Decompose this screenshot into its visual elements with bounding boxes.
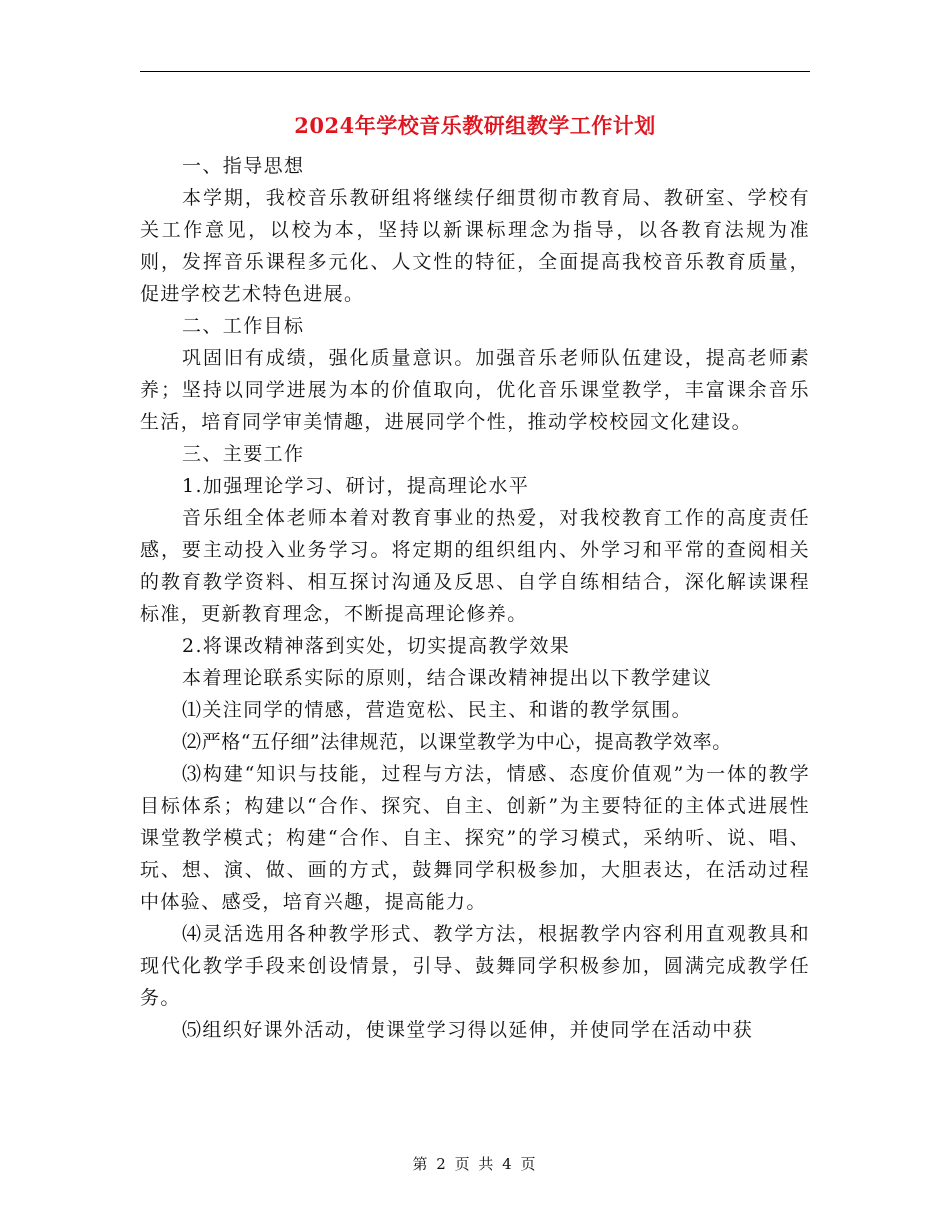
paragraph-1: 本学期，我校音乐教研组将继续仔细贯彻市教育局、教研室、学校有关工作意见，以校为本，坚持以新课标理念为指导，以各教育法规为准则，发挥音乐课程多元化、人文性的特征，全面提高我校音乐教育质量，促进学校艺术特色进展。: [140, 187, 810, 305]
document-title: 2024年学校音乐教研组教学工作计划: [294, 113, 656, 138]
list-item-1: ⑴关注同学的情感，营造宽松、民主、和谐的教学氛围。: [182, 699, 693, 721]
header-rule: [140, 71, 810, 72]
list-item-3: ⑶构建“知识与技能，过程与方法，情感、态度价值观”为一体的教学目标体系；构建以“合作、探究、自主、创新”为主要特征的主体式进展性课堂教学模式；构建“合作、自主、探究”的学习模式，采纳听、说、唱、玩、想、演、做、画的方式，鼓舞同学积极参加，大胆表达，在活动过程中体验、感受，培育兴趣，提高能力。: [140, 763, 810, 913]
paragraph-4: 本着理论联系实际的原则，结合课改精神提出以下教学建议: [182, 667, 713, 689]
page-number: 第 2 页 共 4 页: [412, 1155, 538, 1173]
paragraph-3: 音乐组全体老师本着对教育事业的热爱，对我校教育工作的高度责任感，要主动投入业务学习。将定期的组织组内、外学习和平常的查阅相关的教育教学资料、相互探讨沟通及反思、自学自练相结合，深化解读课程标准，更新教育理念，不断提高理论修养。: [140, 507, 810, 625]
list-item-2: ⑵严格“五仔细”法律规范，以课堂教学为中心，提高教学效率。: [182, 731, 732, 753]
subheading-2: 2.将课改精神落到实处，切实提高教学效果: [182, 635, 571, 657]
paragraph-2: 巩固旧有成绩，强化质量意识。加强音乐老师队伍建设，提高老师素养；坚持以同学进展为本的价值取向，优化音乐课堂教学，丰富课余音乐生活，培育同学审美情趣，进展同学个性，推动学校校园文化建设。: [140, 347, 810, 433]
section-heading-1: 一、指导思想: [182, 155, 305, 177]
document-body: [140, 150, 810, 1046]
subheading-1: 1.加强理论学习、研讨，提高理论水平: [182, 475, 530, 497]
list-item-4: ⑷灵活选用各种教学形式、教学方法，根据教学内容利用直观教具和现代化教学手段来创设情景，引导、鼓舞同学积极参加，圆满完成教学任务。: [140, 923, 810, 1009]
list-item-5: ⑸组织好课外活动，使课堂学习得以延伸，并使同学在活动中获: [182, 1019, 754, 1041]
section-heading-2: 二、工作目标: [182, 315, 305, 337]
section-heading-3: 三、主要工作: [182, 443, 305, 465]
